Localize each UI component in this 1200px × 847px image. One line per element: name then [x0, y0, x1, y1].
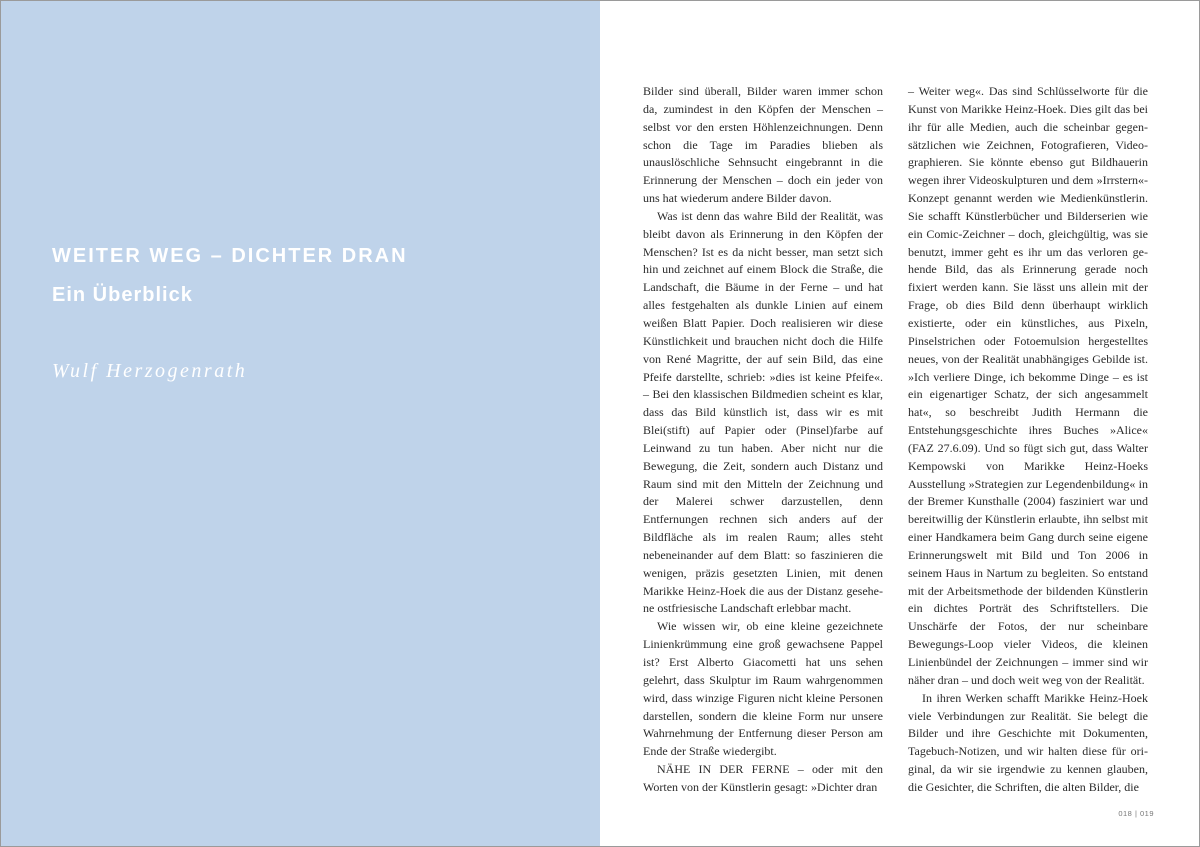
- paragraph: NÄHE IN DER FERNE – oder mit den Worten von der Künstlerin gesagt: »Dichter dran: [643, 762, 883, 794]
- text-column-1: [643, 83, 883, 797]
- right-page: [600, 0, 1200, 847]
- paragraph: Was ist denn das wahre Bild der Realität, was bleibt davon als Erinnerung in den Köpfen der Menschen? Ist es da nicht besser, man setzt sich hin und zeichnet auf einem Block die Straße, die Landschaft, die Bäume in der Ferne – und hat alles festgehalten als dunkle Linien auf einem weißen Blatt Papier. Doch realisieren wir diese Künstlichkeit und brauchen nicht doch die Hilfe von René Magritte, der auf sein Bild, das eine Pfeife darstellte, schrieb: »dies ist keine Pfeife«. – Bei den klassischen Bildmedien scheint es klar, dass das Bild künstlich ist, dass wir es mit Blei(stift) auf Papier oder (Pinsel)farbe auf Leinwand zu tun haben. Aber nicht nur die Bewegung, die Zeit, sondern auch Distanz und Raum sind mit den Mitteln der Zeichnung und der Malerei schwer darzustellen, denn Entfernungen rechnen sich anders auf der Bildfläche als im realen Raum; alles steht nebeneinander auf dem Blatt: so faszinieren die wenigen, präzis gesetzten Linien, mit denen Marikke Heinz-Hoek die aus der Distanz gesehene ostfriesische Landschaft erlebbar macht.: [643, 208, 883, 616]
- chapter-subtitle: Ein Überblick: [52, 284, 193, 306]
- paragraph: Bilder sind überall, Bilder waren immer schon da, zumindest in den Köpfen der Menschen – selbst vor den ersten Höhlenzeichnungen. Denn schon die Tage im Paradies blieben als unauslöschliche Sehnsucht eingebrannt in die Erinnerung der Menschen – doch ein jeder von uns hat wiederum andere Bilder davon.: [643, 84, 883, 206]
- paragraph: In ihren Werken schafft Marikke Heinz-Hoek viele Verbindungen zur Realität. Sie belegt die Bilder und ihre Geschichte mit Dokumenten, Tagebuch-Notizen, und wir halten diese für original, da wir sie irgendwie zu kennen glauben, die Gesichter, die Schriften, die alten Bilder, die: [908, 690, 1148, 794]
- author-name: Wulf Herzogenrath: [52, 360, 248, 382]
- paragraph: – Weiter weg«. Das sind Schlüsselworte für die Kunst von Marikke Heinz-Hoek. Dies gilt das bei ihr für alle Medien, auch die scheinbar gegensätzlichen wie Zeichnen, Fotografieren, Videographieren. Sie könnte ebenso gut Bildhauerin wegen ihrer Videoskulpturen und dem »Irrstern«-Konzept genannt werden wie Medienkünstlerin. Sie schafft Künstlerbücher und Bilderserien wie ein Comic-Zeichner – doch, gleichgültig, was sie benutzt, immer geht es ihr um das verloren gehende Bild, das als Erinnerung gerade noch fixiert werden kann. Sie lässt uns allein mit der Frage, ob dies Bild denn überhaupt wirklich existierte, oder ein künstliches, aus Pixeln, Pinselstrichen oder Fotoemulsion hergestelltes neues, von der Realität unabhängiges Gebilde ist. »Ich verliere Dinge, ich bekomme Dinge – es ist ein eigenartiger Schatz, der sich angesammelt hat«, so beschreibt Judith Hermann die Entstehungsgeschichte ihres Buches »Alice« (FAZ 27.6.09). Und so fügt sich gut, dass Walter Kempowski von Marikke Heinz-Hoeks Ausstellung »Strategien zur Legendenbildung« in der Bremer Kunsthalle (2004) fasziniert war und bereitwillig der Künstlerin erlaubte, ihn selbst mit einer Handkamera beim Gang durch seine eigene Erinnerungswelt mit Bild und Ton 2006 in seinem Haus in Nartum zu begleiten. So entstand mit der Arbeitsmethode der bildenden Künstlerin ein dichtes Porträt des Schriftstellers. Die Unschärfe der Fotos, der nur scheinbare Bewegungs-Loop vieler Videos, die kleinen Linienbündel der Zeichnungen – immer sind wir näher dran – und doch weit weg von der Realität.: [908, 84, 1148, 687]
- chapter-title: WEITER WEG – DICHTER DRAN: [52, 245, 408, 267]
- text-column-2: [908, 83, 1148, 797]
- paragraph: Wie wissen wir, ob eine kleine gezeichnete Linienkrümmung eine groß gewachsene Pappel ist? Erst Alberto Giacometti hat uns sehen gelehrt, dass Skulptur im Raum wahrgenommen wird, dass winzige Figuren nicht kleine Personen darstellen, sondern die kleine Form nur unsere Wahrnehmung der Entfernung dieser Person am Ende der Straße wiedergibt.: [643, 619, 883, 759]
- page-number: 018 | 019: [1118, 809, 1154, 818]
